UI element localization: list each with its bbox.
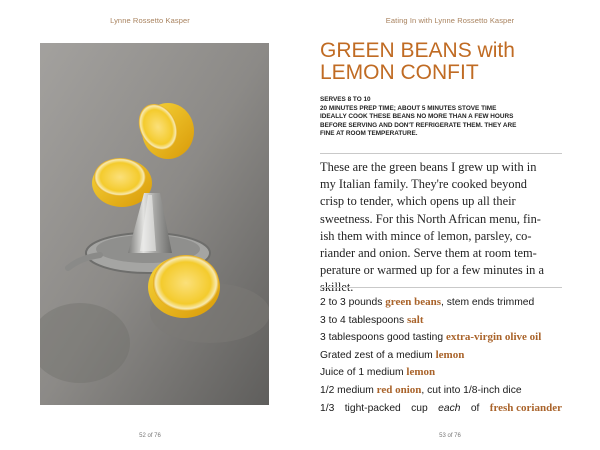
time-line: 20 MINUTES PREP TIME; ABOUT 5 MINUTES STOVE TIME — [320, 104, 497, 112]
ingredient-name: fresh coriander — [489, 401, 562, 414]
ingredient-item: 2 to 3 pounds green beans, stem ends trimmed — [320, 296, 535, 308]
serves-line: SERVES 8 TO 10 — [320, 96, 371, 103]
intro-line: sweetness. For this North African menu, fin- — [320, 211, 541, 226]
ingredient-name: extra-virgin olive oil — [445, 331, 542, 344]
ingredient-item: 3 tablespoons good tasting extra-virgin olive oil — [320, 331, 542, 344]
ingredient-item: Grated zest of a medium lemon — [320, 348, 465, 361]
note-line-3: FINE AT ROOM TEMPERATURE. — [320, 130, 418, 138]
ingredient-name: red onion — [376, 383, 422, 396]
ingredient-item: 1/2 medium red onion, cut into 1/8-inch dice — [320, 383, 522, 396]
divider-bottom — [320, 287, 562, 288]
ingredient-list — [320, 294, 562, 417]
ingredient-name: lemon — [406, 366, 436, 379]
right-page-number: 53 of 76 — [439, 433, 461, 439]
note-line-1: IDEALLY COOK THESE BEANS NO MORE THAN A FEW HOURS — [320, 113, 514, 121]
ingredient-name: green beans — [385, 296, 441, 308]
intro-line: my Italian family. They're cooked beyond — [320, 177, 527, 192]
intro-line: crisp to tender, which opens up all their — [320, 194, 516, 209]
intro-line: These are the green beans I grew up with in — [320, 160, 537, 174]
left-page-number: 52 of 76 — [139, 433, 161, 439]
lemon-juicer-photo — [40, 43, 269, 405]
recipe-title-line2: LEMON CONFIT — [320, 61, 479, 84]
intro-line: perature or warmed up for a few minutes in a — [320, 263, 544, 278]
note-line-2: BEFORE SERVING AND DON'T REFRIGERATE THEM. THEY ARE — [320, 121, 517, 129]
intro-line: ish them with mince of lemon, parsley, co- — [320, 228, 532, 243]
recipe-title — [320, 40, 570, 84]
recipe-title-line1: GREEN BEANS with — [320, 39, 515, 62]
ingredient-name: salt — [407, 313, 424, 326]
recipe-intro — [320, 159, 562, 297]
ingredient-item: Juice of 1 medium lemon — [320, 366, 436, 379]
ingredient-item: 1/3 tight-packed cup each of fresh coriander — [320, 400, 562, 418]
divider-top — [320, 153, 562, 154]
intro-line: riander and onion. Serve them at room tem- — [320, 246, 537, 261]
left-running-head: Lynne Rossetto Kasper — [110, 16, 190, 25]
ingredient-name: lemon — [435, 348, 465, 361]
intro-line: skillet. — [320, 280, 354, 295]
recipe-meta — [320, 96, 562, 139]
right-running-head: Eating In with Lynne Rossetto Kasper — [385, 16, 515, 25]
ingredient-item: 3 to 4 tablespoons salt — [320, 313, 424, 326]
